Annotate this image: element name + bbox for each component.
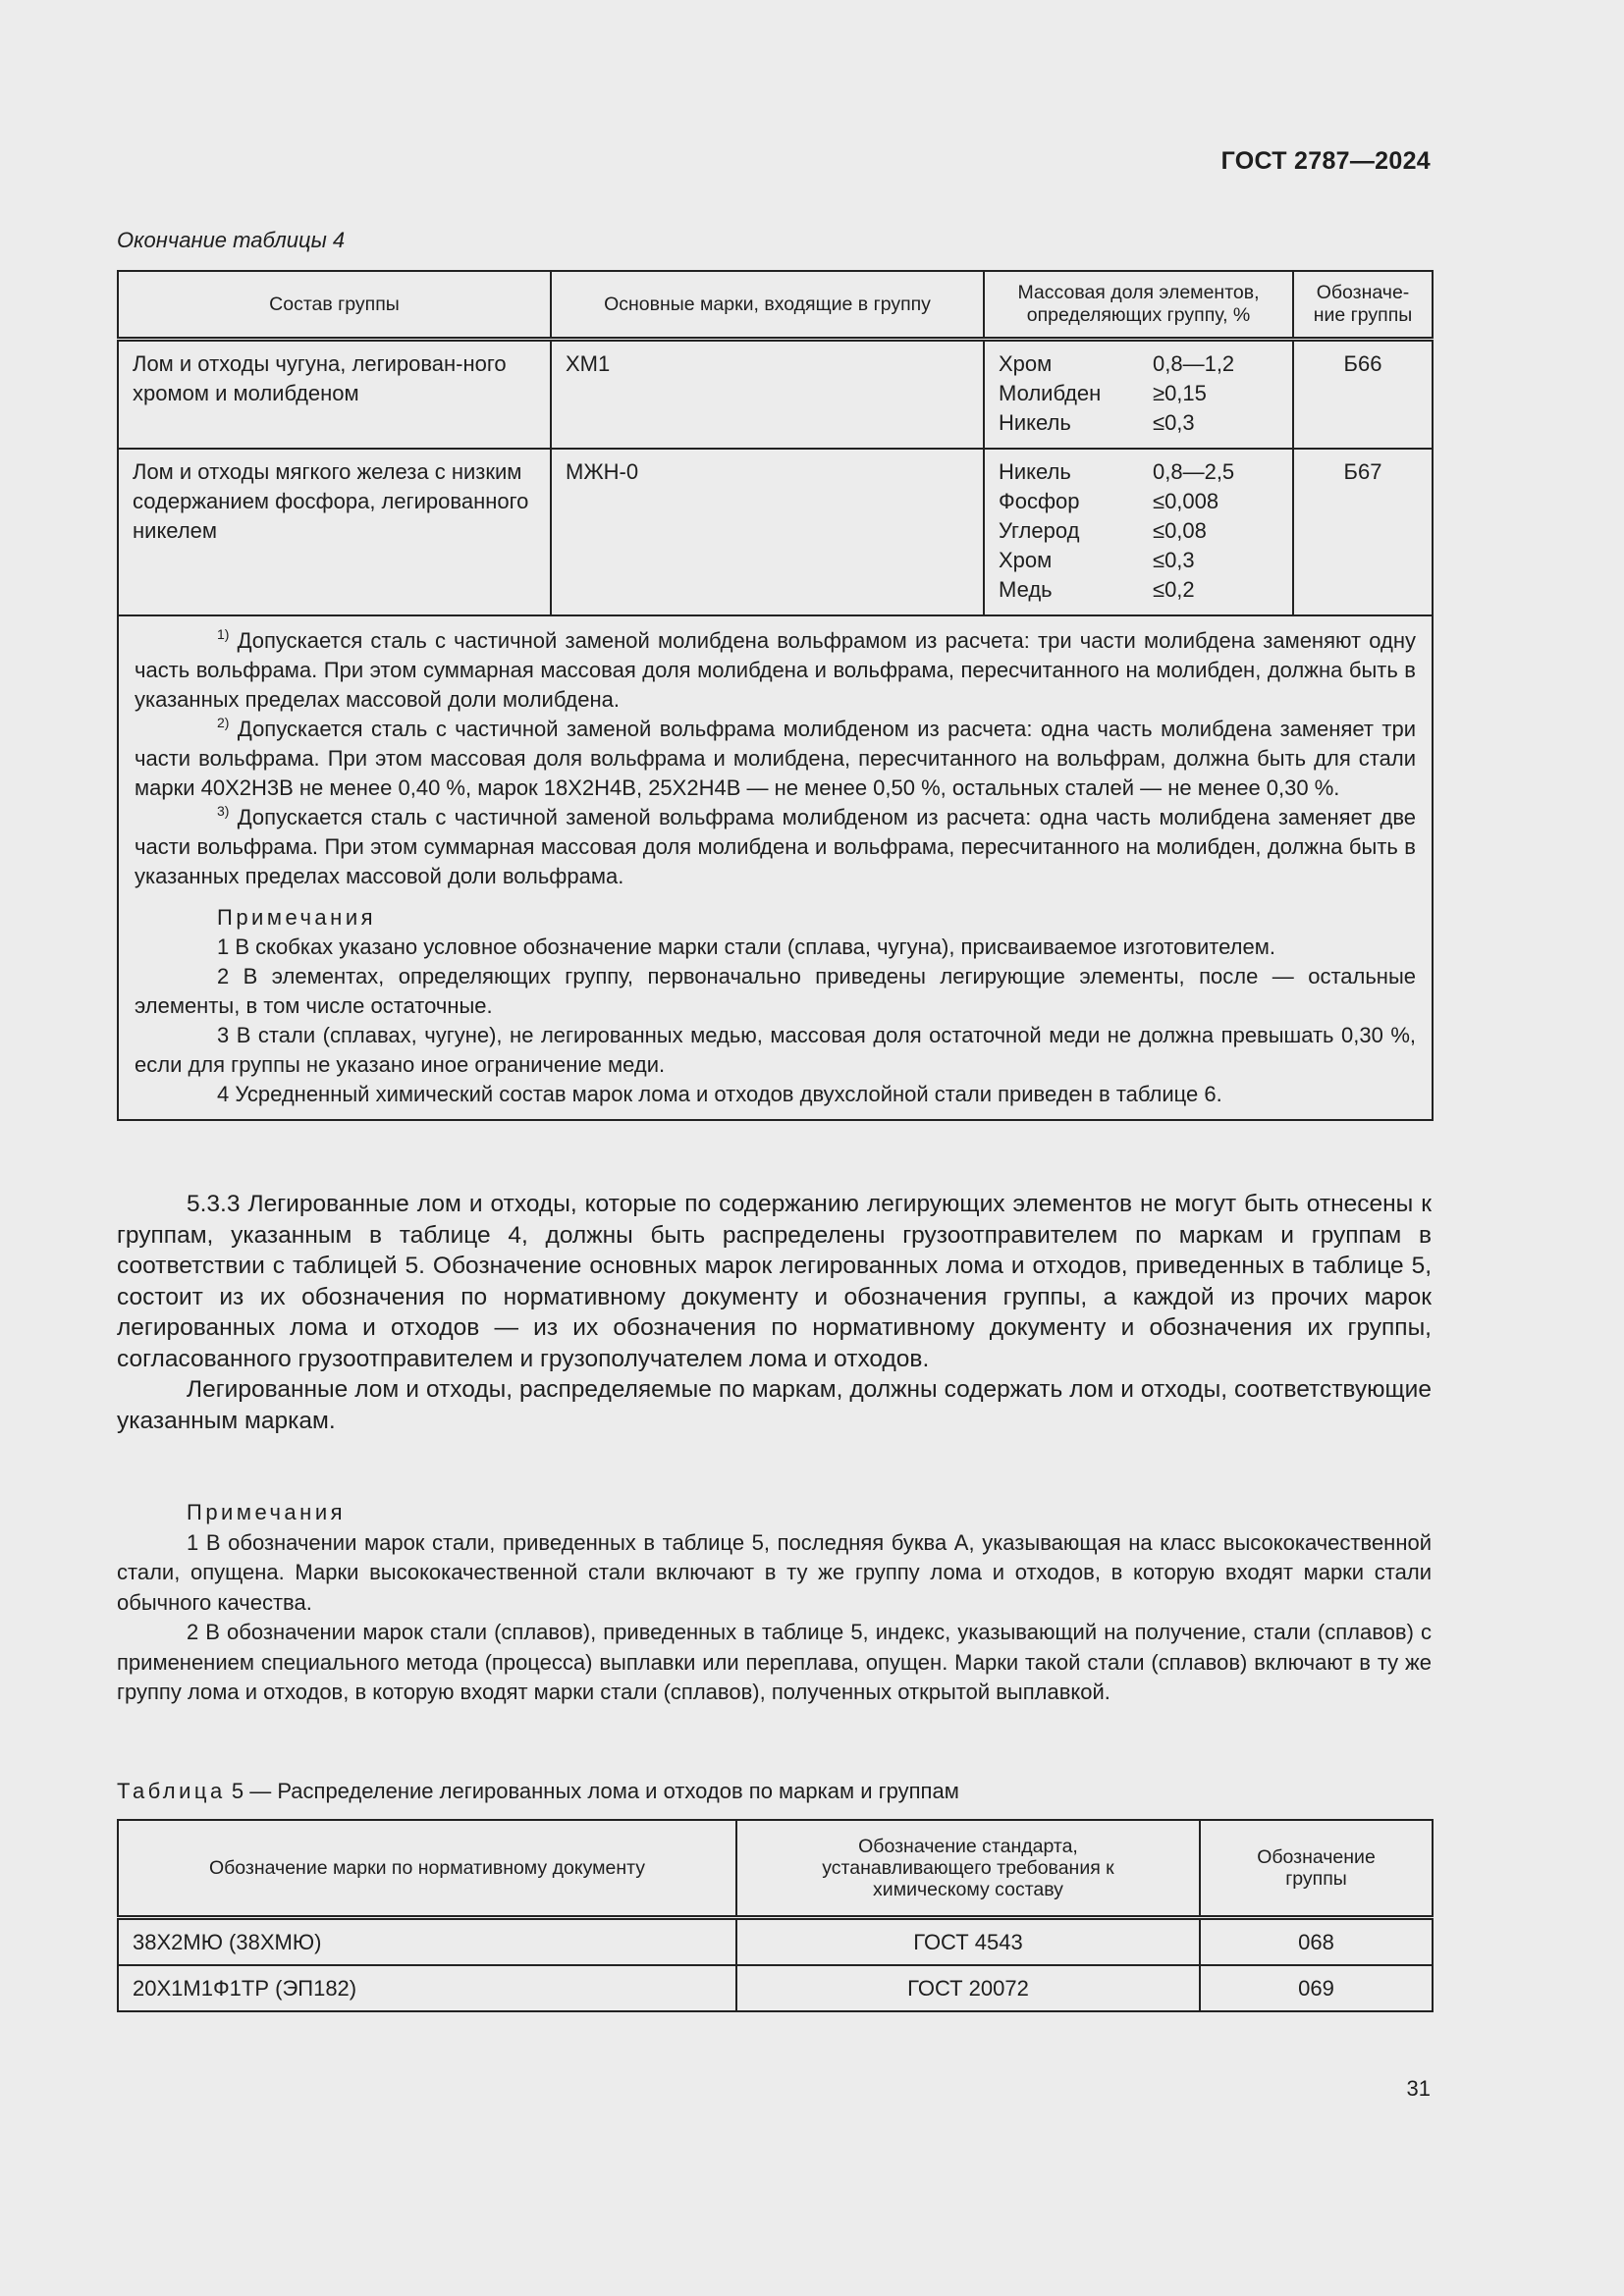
notes-heading: Примечания [217, 905, 377, 930]
grades-cell: ХМ1 [551, 340, 984, 450]
footnote: $^{2)}$ Допускается сталь с частичной заменой вольфрама молибденом из расчета: одна часть молибдена заменяет три части вольфрама. При этом массовая доля вольфрама и молибдена, пересчитанного на вольфрам, должна быть для стали марки 40Х2Н3В не менее 0,40 %, марок 18Х2Н4В, 25Х2Н4В — не менее 0,50 %, остальных сталей — не менее 0,30 %. [135, 715, 1416, 800]
footnote: $^{3)}$ Допускается сталь с частичной заменой вольфрама молибденом из расчета: одна часть молибдена заменяет две части вольфрама. При этом суммарная массовая доля молибдена и вольфрама, пересчитанного на молибден, должна быть в указанных пределах массовой доли вольфрама. [135, 803, 1416, 888]
elements-cell [984, 340, 1293, 450]
grades-cell: МЖН-0 [551, 449, 984, 615]
element-line: Фосфор ≤0,008 [999, 489, 1219, 513]
column-header: Основные марки, входящие в группу [551, 271, 984, 340]
column-header: Обозначение группы [1200, 1820, 1433, 1918]
element-line: Никель 0,8—2,5 [999, 459, 1235, 484]
table-caption-label: Таблица [117, 1779, 226, 1803]
table-5 [117, 1819, 1434, 2012]
table-4 [117, 270, 1434, 1121]
element-line: Хром 0,8—1,2 [999, 351, 1235, 376]
column-header: Обозначе-ние группы [1293, 271, 1433, 340]
section-notes [117, 1498, 1432, 1708]
note-item: 4 Усредненный химический состав марок лома и отходов двухслойной стали приведен в таблице 6. [217, 1082, 1222, 1106]
group-cell: Б66 [1293, 340, 1433, 450]
note-item: 1 В скобках указано условное обозначение марки стали (сплава, чугуна), присваиваемое изготовителем. [217, 934, 1275, 959]
table-header-row [118, 271, 1433, 340]
table-notes-cell [118, 615, 1433, 1120]
note-item: 3 В стали (сплавах, чугуне), не легированных медью, массовая доля остаточной меди не должна превышать 0,30 %, если для группы не указано иное ограничение меди. [135, 1023, 1416, 1077]
table-row [118, 1965, 1433, 2011]
column-header: Массовая доля элементов, определяющих группу, % [984, 271, 1293, 340]
table-header-row [118, 1820, 1433, 1918]
document-header: ГОСТ 2787—2024 [1220, 147, 1431, 175]
group-cell: 069 [1200, 1965, 1433, 2011]
element-line: Никель ≤0,3 [999, 410, 1195, 435]
standard-cell: ГОСТ 4543 [736, 1918, 1200, 1966]
elements-cell [984, 449, 1293, 615]
note-item: 2 В элементах, определяющих группу, первоначально приведены легирующие элементы, после — остальные элементы, в том числе остаточные. [135, 964, 1416, 1018]
table-row [118, 1918, 1433, 1966]
table-5-caption [117, 1779, 959, 1804]
note-item: 1 В обозначении марок стали, приведенных в таблице 5, последняя буква А, указывающая на класс высококачественной стали, опущена. Марки высококачественной стали включают в ту же группу лома и отходов, в которую входят марки стали обычного качества. [117, 1529, 1432, 1615]
column-header: Обозначение стандарта, устанавливающего требования к химическому составу [736, 1820, 1200, 1918]
table-row [118, 449, 1433, 615]
note-item: 2 В обозначении марок стали (сплавов), приведенных в таблице 5, индекс, указывающий на получение, стали (сплавов) с применением специального метода (процесса) выплавки или переплава, опущен. Марки такой стали (сплавов) включают в ту же группу лома и отходов, в которую входят марки стали (сплавов), полученных открытой выплавкой. [117, 1620, 1432, 1704]
table-caption-text: 5 — Распределение легированных лома и отходов по маркам и группам [231, 1779, 959, 1803]
element-line: Хром ≤0,3 [999, 548, 1195, 572]
group-cell: 068 [1200, 1918, 1433, 1966]
composition-cell: Лом и отходы мягкого железа с низким содержанием фосфора, легированного никелем [118, 449, 551, 615]
body-paragraph: 5.3.3 Легированные лом и отходы, которые по содержанию легирующих элементов не могут быть отнесены к группам, указанным в таблице 4, должны быть распределены грузоотправителем по маркам и группам в соответствии с таблицей 5. Обозначение основных марок легированных лома и отходов, приведенных в таблице 5, состоит из их обозначения по нормативному документу и обозначения группы, а каждой из прочих марок легированных лома и отходов — из их обозначения по нормативному документу и обозначения их группы, согласованного грузоотправителем и грузополучателем лома и отходов. [117, 1191, 1432, 1372]
element-line: Медь ≤0,2 [999, 577, 1195, 602]
element-line: Молибден ≥0,15 [999, 381, 1207, 405]
column-header: Состав группы [118, 271, 551, 340]
notes-heading: Примечания [187, 1500, 347, 1524]
table-row [118, 340, 1433, 450]
grade-cell: 20Х1М1Ф1ТР (ЭП182) [118, 1965, 736, 2011]
section-5-3-3 [117, 1189, 1432, 1436]
standard-cell: ГОСТ 20072 [736, 1965, 1200, 2011]
column-header: Обозначение марки по нормативному документу [118, 1820, 736, 1918]
page-number: 31 [1406, 2076, 1431, 2101]
composition-cell: Лом и отходы чугуна, легирован-ного хромом и молибденом [118, 340, 551, 450]
footnote: $^{1)}$ Допускается сталь с частичной заменой молибдена вольфрамом из расчета: три части молибдена заменяют одну часть вольфрама. При этом суммарная массовая доля молибдена и вольфрама, пересчитанного на молибден, должна быть в указанных пределах массовой доли молибдена. [135, 626, 1416, 712]
grade-cell: 38Х2МЮ (38ХМЮ) [118, 1918, 736, 1966]
group-cell: Б67 [1293, 449, 1433, 615]
table-notes-row [118, 615, 1433, 1120]
table-continuation-title: Окончание таблицы 4 [117, 228, 346, 252]
body-paragraph: Легированные лом и отходы, распределяемые по маркам, должны содержать лом и отходы, соответствующие указанным маркам. [117, 1376, 1432, 1434]
element-line: Углерод ≤0,08 [999, 518, 1207, 543]
